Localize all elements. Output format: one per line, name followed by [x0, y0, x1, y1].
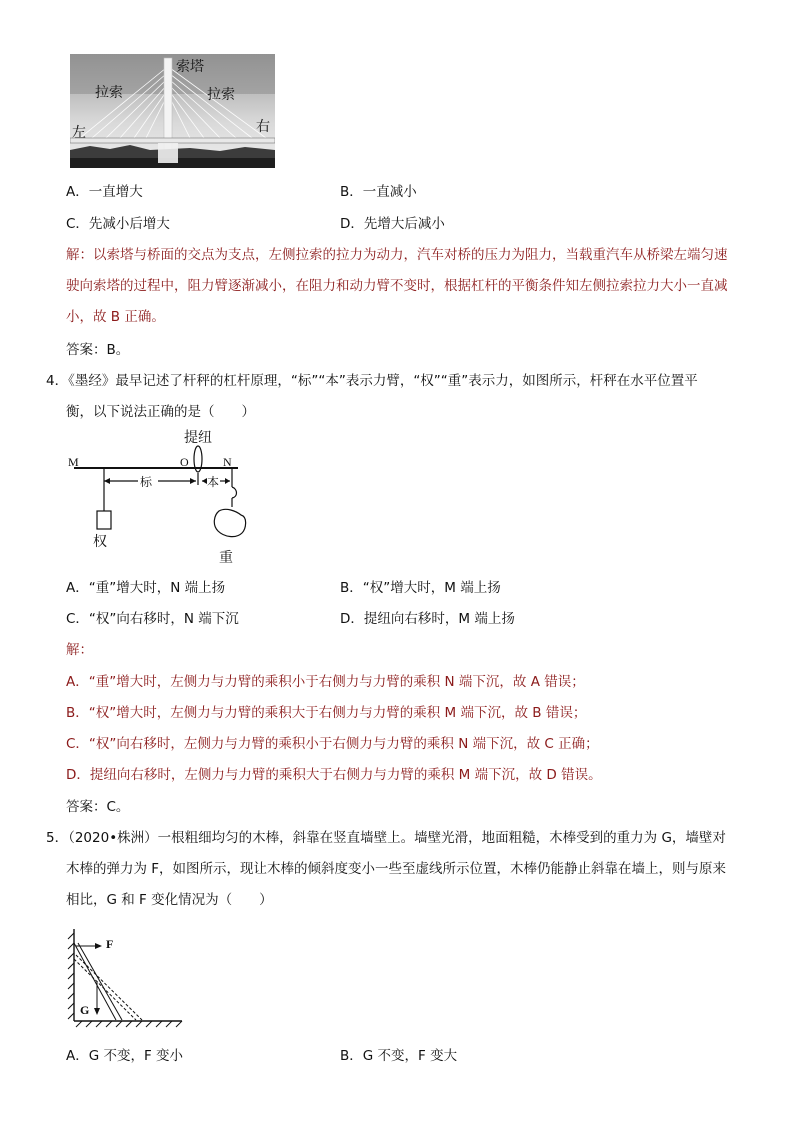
right-label: 右 [256, 119, 270, 135]
q4-stem-line-1: 4．《墨经》最早记述了杆秤的杠杆原理，“标”“本”表示力臂，“权”“重”表示力，如图所示，杆秤在水平位置平 [46, 373, 698, 389]
label-F: F [106, 937, 114, 951]
q4-option-c: C．“权”向右移时，N 端下沉 [66, 611, 239, 627]
label-quan: 权 [93, 534, 107, 550]
q3-solution-line-3: 小，故 B 正确。 [66, 309, 165, 325]
steelyard-figure [66, 425, 256, 570]
q4-stem-line-2: 衡，以下说法正确的是（ ） [66, 404, 255, 420]
q5-option-b: B．G 不变，F 变大 [340, 1048, 458, 1064]
q4-option-b: B．“权”增大时，M 端上扬 [340, 580, 501, 596]
q3-solution-line-1: 解：以索塔与桥面的交点为支点，左侧拉索的拉力为动力，汽车对桥的压力为阻力，当载重汽车从桥梁左端匀速 [66, 247, 728, 263]
q3-option-d: D．先增大后减小 [340, 216, 445, 232]
q4-solution-b: B．“权”增大时，左侧力与力臂的乘积大于右侧力与力臂的乘积 M 端下沉，故 B 错误； [66, 705, 587, 721]
cable-right-label: 拉索 [207, 87, 235, 103]
q5-stem-line-3: 相比，G 和 F 变化情况为（ ） [66, 892, 273, 908]
label-N: N [223, 455, 232, 469]
rod-wall-figure [62, 925, 192, 1030]
label-G: G [80, 1003, 90, 1017]
q5-stem-line-2: 木棒的弹力为 F，如图所示，现让木棒的倾斜度变小一些至虚线所示位置，木棒仍能静止斜靠在墙上，则与原来 [66, 861, 727, 877]
q3-solution-line-2: 驶向索塔的过程中，阻力臂逐渐减小，在阻力和动力臂不变时，根据杠杆的平衡条件知左侧拉索拉力大小一直减 [66, 278, 728, 294]
tower-label: 索塔 [176, 59, 204, 75]
label-M: M [68, 455, 79, 469]
q4-solution-d: D．提纽向右移时，左侧力与力臂的乘积大于右侧力与力臂的乘积 M 端下沉，故 D 错误。 [66, 767, 602, 783]
q4-answer: 答案：C。 [66, 799, 130, 815]
q3-option-c: C．先减小后增大 [66, 216, 170, 232]
bridge-photo [70, 54, 275, 168]
label-biao: 标 [140, 475, 153, 489]
left-label: 左 [72, 125, 86, 141]
label-zhong: 重 [219, 550, 233, 566]
q4-option-a: A．“重”增大时，N 端上扬 [66, 580, 226, 596]
label-ben: 本 [207, 475, 220, 489]
q5-stem-line-1: 5．（2020•株洲）一根粗细均匀的木棒，斜靠在竖直墙壁上。墙壁光滑，地面粗糙，木棒受到的重力为 G，墙壁对 [46, 830, 726, 846]
q5-option-a: A．G 不变，F 变小 [66, 1048, 184, 1064]
q4-solution-c: C．“权”向右移时，左侧力与力臂的乘积小于右侧力与力臂的乘积 N 端下沉，故 C 正确； [66, 736, 599, 752]
q4-solution-a: A．“重”增大时，左侧力与力臂的乘积小于右侧力与力臂的乘积 N 端下沉，故 A 错误； [66, 674, 585, 690]
q3-option-a: A．一直增大 [66, 184, 143, 200]
label-O: O [180, 455, 189, 469]
q3-option-b: B．一直减小 [340, 184, 417, 200]
label-tizhu: 提纽 [184, 430, 212, 446]
q4-option-d: D．提纽向右移时，M 端上扬 [340, 611, 515, 627]
cable-left-label: 拉索 [95, 85, 123, 101]
q4-solution-head: 解： [66, 642, 93, 658]
q3-answer: 答案：B。 [66, 342, 130, 358]
